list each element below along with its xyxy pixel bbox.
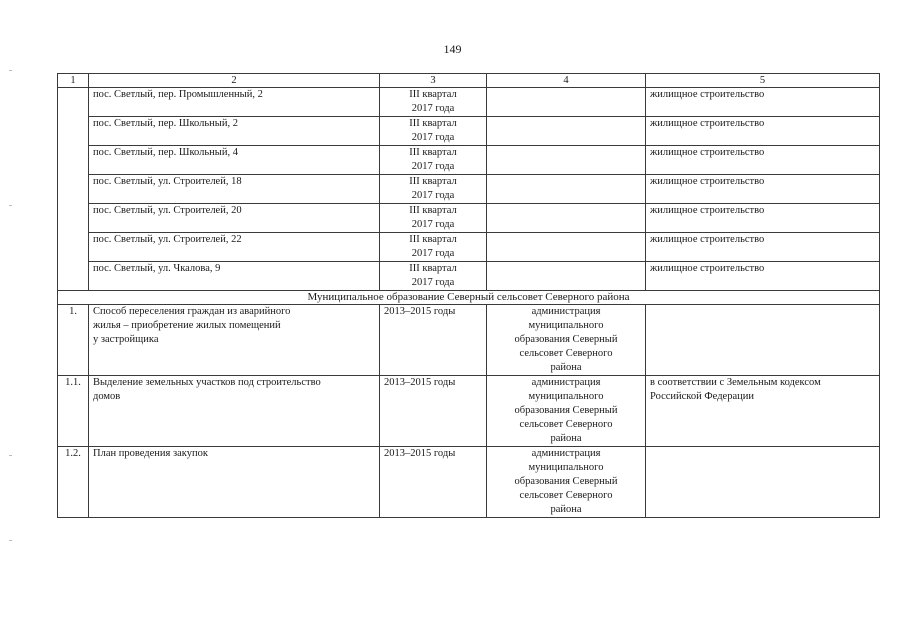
description-line: домов — [93, 391, 121, 402]
responsible-line: муниципального — [528, 320, 604, 331]
item-number: 1.2. — [58, 447, 89, 518]
purpose-cell: жилищное строительство — [646, 233, 880, 262]
table-row — [58, 204, 880, 233]
column-header-2: 2 — [89, 74, 380, 88]
responsible-line: образования Северный — [514, 405, 618, 416]
municipality-row — [58, 291, 880, 305]
empty-cell — [487, 175, 646, 204]
description-cell — [89, 376, 380, 447]
table-row — [58, 233, 880, 262]
period-quarter: III квартал — [409, 263, 457, 274]
note-cell — [646, 305, 880, 376]
responsible-line: образования Северный — [514, 476, 618, 487]
table-row — [58, 262, 880, 291]
period-cell — [380, 233, 487, 262]
purpose-cell: жилищное строительство — [646, 204, 880, 233]
address-cell: пос. Светлый, пер. Школьный, 2 — [89, 117, 380, 146]
period-cell — [380, 204, 487, 233]
column-header-5: 5 — [646, 74, 880, 88]
period-year: 2017 года — [411, 277, 455, 288]
responsible-line: администрация — [531, 306, 601, 317]
period-year: 2017 года — [411, 248, 455, 259]
responsible-line: муниципального — [528, 391, 604, 402]
address-cell: пос. Светлый, пер. Промышленный, 2 — [89, 88, 380, 117]
table-row — [58, 447, 880, 518]
period-year: 2017 года — [411, 132, 455, 143]
period-year: 2017 года — [411, 219, 455, 230]
period-cell — [380, 175, 487, 204]
purpose-cell: жилищное строительство — [646, 175, 880, 204]
note-cell — [646, 376, 880, 447]
period-quarter: III квартал — [409, 234, 457, 245]
item-number: 1. — [58, 305, 89, 376]
period-quarter: III квартал — [409, 89, 457, 100]
period-cell: 2013–2015 годы — [380, 447, 487, 518]
description-line: у застройщика — [93, 334, 159, 345]
description-cell — [89, 305, 380, 376]
period-year: 2017 года — [411, 103, 455, 114]
responsible-line: сельсовет Северного — [519, 490, 613, 501]
column-header-1: 1 — [58, 74, 89, 88]
responsible-line: сельсовет Северного — [519, 348, 613, 359]
period-cell: 2013–2015 годы — [380, 376, 487, 447]
note-cell — [646, 447, 880, 518]
responsible-line: образования Северный — [514, 334, 618, 345]
description-line: жилья – приобретение жилых помещений — [93, 320, 281, 331]
table-row — [58, 117, 880, 146]
municipality-title: Муниципальное образование Северный сельсовет Северного района — [58, 291, 880, 305]
table-row — [58, 88, 880, 117]
table-row — [58, 376, 880, 447]
table-row — [58, 175, 880, 204]
empty-cell — [487, 117, 646, 146]
empty-cell — [487, 88, 646, 117]
description-cell — [89, 447, 380, 518]
responsible-line: района — [550, 504, 582, 515]
item-number: 1.1. — [58, 376, 89, 447]
purpose-cell: жилищное строительство — [646, 262, 880, 291]
address-cell: пос. Светлый, ул. Строителей, 20 — [89, 204, 380, 233]
period-year: 2017 года — [411, 161, 455, 172]
empty-cell — [487, 204, 646, 233]
responsible-line: района — [550, 433, 582, 444]
empty-cell — [487, 146, 646, 175]
responsible-cell — [487, 376, 646, 447]
responsible-line: сельсовет Северного — [519, 419, 613, 430]
responsible-cell — [487, 447, 646, 518]
empty-cell — [487, 233, 646, 262]
period-cell — [380, 117, 487, 146]
responsible-line: района — [550, 362, 582, 373]
period-cell — [380, 262, 487, 291]
scan-margin-mark — [9, 70, 12, 71]
responsible-line: администрация — [531, 377, 601, 388]
scan-margin-mark — [9, 455, 12, 456]
plan-table — [57, 73, 880, 518]
description-line: План проведения закупок — [93, 448, 208, 459]
purpose-cell: жилищное строительство — [646, 88, 880, 117]
table-row — [58, 146, 880, 175]
column-header-4: 4 — [487, 74, 646, 88]
empty-cell — [487, 262, 646, 291]
period-cell — [380, 88, 487, 117]
address-cell: пос. Светлый, ул. Строителей, 22 — [89, 233, 380, 262]
table-row — [58, 305, 880, 376]
responsible-line: муниципального — [528, 462, 604, 473]
address-cell: пос. Светлый, ул. Чкалова, 9 — [89, 262, 380, 291]
scan-margin-mark — [9, 540, 12, 541]
period-cell: 2013–2015 годы — [380, 305, 487, 376]
period-year: 2017 года — [411, 190, 455, 201]
note-line: в соответствии с Земельным кодексом — [650, 377, 821, 388]
responsible-cell — [487, 305, 646, 376]
purpose-cell: жилищное строительство — [646, 117, 880, 146]
table-header-row — [58, 74, 880, 88]
purpose-cell: жилищное строительство — [646, 146, 880, 175]
merged-number-cell — [58, 88, 89, 291]
period-quarter: III квартал — [409, 176, 457, 187]
description-line: Способ переселения граждан из аварийного — [93, 306, 291, 317]
period-cell — [380, 146, 487, 175]
period-quarter: III квартал — [409, 147, 457, 158]
column-header-3: 3 — [380, 74, 487, 88]
period-quarter: III квартал — [409, 118, 457, 129]
scan-margin-mark — [9, 205, 12, 206]
responsible-line: администрация — [531, 448, 601, 459]
address-cell: пос. Светлый, пер. Школьный, 4 — [89, 146, 380, 175]
period-quarter: III квартал — [409, 205, 457, 216]
address-cell: пос. Светлый, ул. Строителей, 18 — [89, 175, 380, 204]
note-line: Российской Федерации — [650, 391, 754, 402]
description-line: Выделение земельных участков под строительство — [93, 377, 321, 388]
page-number: 149 — [443, 42, 462, 56]
